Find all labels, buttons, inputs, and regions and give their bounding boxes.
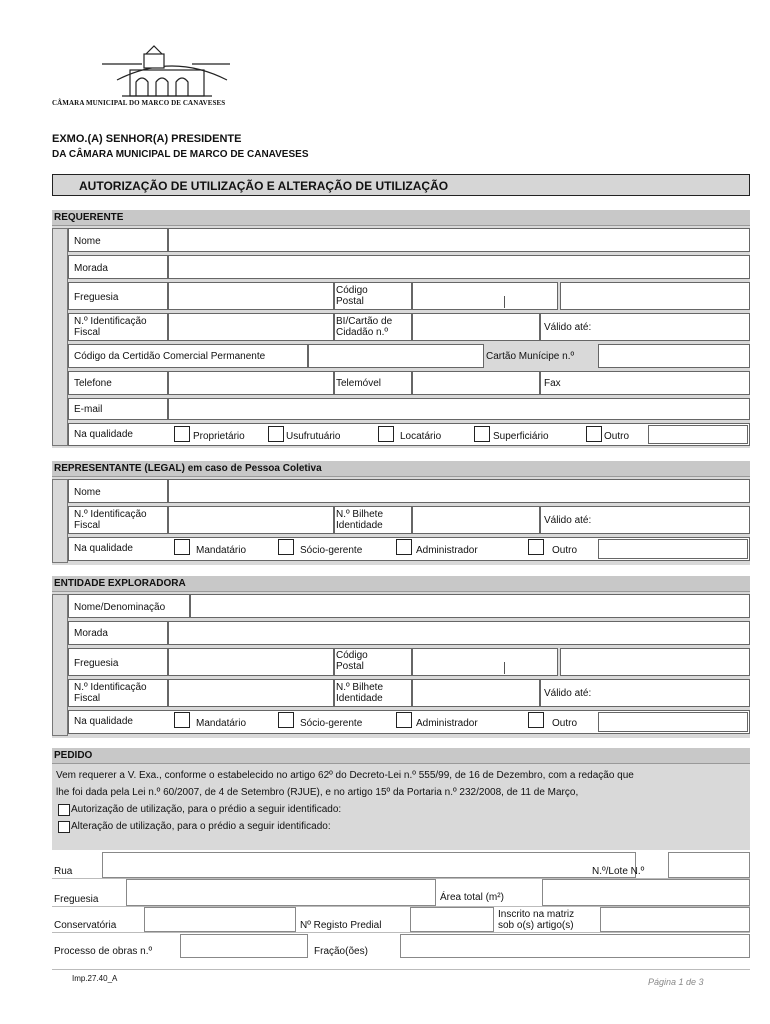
codigo-postal-input-1[interactable]	[412, 282, 558, 310]
requerente-heading: REQUERENTE	[52, 210, 750, 226]
form-title-box	[52, 174, 750, 196]
logo-caption: CÂMARA MUNICIPAL DO MARCO DE CANAVESES	[52, 99, 226, 107]
entidade-heading: ENTIDADE EXPLORADORA	[52, 576, 750, 592]
ent-postal-label: Código Postal	[336, 650, 368, 672]
certidao-label: Código da Certidão Comercial Permanente	[74, 351, 266, 362]
alteracao-checkbox[interactable]	[58, 821, 70, 833]
lote-label: N.º/Lote N.º	[592, 866, 645, 877]
rep-admin-checkbox[interactable]	[396, 539, 412, 555]
certidao-input[interactable]	[308, 344, 484, 368]
ped-freguesia-label: Freguesia	[54, 894, 99, 905]
locatario-label: Locatário	[400, 431, 442, 442]
telemovel-label: Telemóvel	[336, 378, 382, 389]
ent-mandatario-label: Mandatário	[196, 718, 247, 729]
row-divider	[52, 932, 750, 933]
requerente-section	[52, 226, 750, 448]
ent-bi-label: N.º Bilhete Identidade	[336, 682, 384, 704]
nif-label: N.º Identificação Fiscal	[74, 316, 147, 338]
rep-mandatario-label: Mandatário	[196, 545, 247, 556]
representante-heading: REPRESENTANTE (LEGAL) em caso de Pessoa Coletiva	[52, 461, 750, 477]
fracao-input[interactable]	[400, 934, 750, 958]
rep-socio-label: Sócio-gerente	[300, 545, 363, 556]
telemovel-input[interactable]	[412, 371, 540, 395]
ent-outro-label: Outro	[552, 718, 578, 729]
conservatoria-input[interactable]	[144, 907, 296, 932]
rep-nome-label: Nome	[74, 487, 101, 498]
ent-valido-label: Válido até:	[544, 688, 592, 699]
outro-checkbox[interactable]	[586, 426, 602, 442]
nif-input[interactable]	[168, 313, 334, 341]
codigo-postal-label: Código Postal	[336, 285, 368, 307]
rep-bi-input[interactable]	[412, 506, 540, 534]
usufrutuario-checkbox[interactable]	[268, 426, 284, 442]
form-title: AUTORIZAÇÃO DE UTILIZAÇÃO E ALTERAÇÃO DE UTILIZAÇÃO	[79, 179, 449, 193]
freguesia-input[interactable]	[168, 282, 334, 310]
row-marker	[52, 479, 68, 563]
morada-input[interactable]	[168, 255, 750, 279]
addressee-line-2: DA CÂMARA MUNICIPAL DE MARCO DE CANAVESES	[52, 149, 309, 160]
pedido-heading: PEDIDO	[52, 748, 750, 764]
valido-label: Válido até:	[544, 322, 592, 333]
bi-label: BI/Cartão de Cidadão n.º	[336, 316, 393, 338]
ent-freguesia-input[interactable]	[168, 648, 334, 676]
representante-section	[52, 477, 750, 565]
rep-bi-label: N.º Bilhete Identidade	[336, 509, 384, 531]
ped-freguesia-input[interactable]	[126, 879, 436, 906]
ent-postal-input-1[interactable]	[412, 648, 558, 676]
ent-freguesia-label: Freguesia	[74, 658, 119, 669]
ent-socio-label: Sócio-gerente	[300, 718, 363, 729]
nome-input[interactable]	[168, 228, 750, 252]
ent-nome-label: Nome/Denominação	[74, 602, 166, 613]
outro-label: Outro	[604, 431, 630, 442]
ent-postal-input-2[interactable]	[560, 648, 750, 676]
ent-qualidade-label: Na qualidade	[74, 716, 133, 727]
qualidade-label: Na qualidade	[74, 429, 133, 440]
fax-label: Fax	[544, 378, 561, 389]
addressee-line-1: EXMO.(A) SENHOR(A) PRESIDENTE	[52, 133, 242, 145]
ent-outro-checkbox[interactable]	[528, 712, 544, 728]
codigo-postal-input-2[interactable]	[560, 282, 750, 310]
rua-label: Rua	[54, 866, 73, 877]
pedido-property-area	[52, 850, 750, 970]
conservatoria-label: Conservatória	[54, 920, 117, 931]
ent-outro-input[interactable]	[598, 712, 748, 732]
rep-outro-input[interactable]	[598, 539, 748, 559]
email-label: E-mail	[74, 404, 103, 415]
rep-outro-checkbox[interactable]	[528, 539, 544, 555]
ent-nome-input[interactable]	[190, 594, 750, 618]
processo-label: Processo de obras n.º	[54, 946, 153, 957]
rep-nif-input[interactable]	[168, 506, 334, 534]
area-label: Área total (m²)	[440, 892, 504, 903]
morada-label: Morada	[74, 263, 108, 274]
municipe-label: Cartão Munícipe n.º	[486, 351, 575, 362]
matriz-label: Inscrito na matriz sob o(s) artigo(s)	[498, 909, 575, 931]
telefone-input[interactable]	[168, 371, 334, 395]
alteracao-label: Alteração de utilização, para o prédio a seguir identificado:	[71, 821, 331, 832]
registo-input[interactable]	[410, 907, 494, 932]
registo-label: Nº Registo Predial	[300, 920, 382, 931]
pedido-text	[56, 767, 750, 835]
row-divider	[52, 969, 750, 970]
row-marker	[52, 594, 68, 736]
ent-mandatario-checkbox[interactable]	[174, 712, 190, 728]
ent-morada-label: Morada	[74, 628, 108, 639]
email-input[interactable]	[168, 398, 750, 420]
ent-nif-label: N.º Identificação Fiscal	[74, 682, 147, 704]
ent-socio-checkbox[interactable]	[278, 712, 294, 728]
matriz-input[interactable]	[600, 907, 750, 932]
ent-admin-checkbox[interactable]	[396, 712, 412, 728]
page-number: Página 1 de 3	[648, 977, 704, 987]
postal-divider	[504, 662, 505, 674]
rep-socio-checkbox[interactable]	[278, 539, 294, 555]
rep-valido-label: Válido até:	[544, 515, 592, 526]
form-code: Imp.27.40_A	[72, 974, 118, 983]
fax-input[interactable]	[540, 371, 750, 395]
nome-label: Nome	[74, 236, 101, 247]
rep-nif-label: N.º Identificação Fiscal	[74, 509, 147, 531]
superficiario-checkbox[interactable]	[474, 426, 490, 442]
ent-nif-input[interactable]	[168, 679, 334, 707]
ent-bi-input[interactable]	[412, 679, 540, 707]
area-input[interactable]	[542, 879, 750, 906]
ent-morada-input[interactable]	[168, 621, 750, 645]
bi-input[interactable]	[412, 313, 540, 341]
outro-input[interactable]	[648, 425, 748, 444]
rep-nome-input[interactable]	[168, 479, 750, 503]
pedido-text-line-2: lhe foi dada pela Lei n.º 60/2007, de 4 de Setembro (RJUE), e no artigo 15º da Portaria n.º 232/2008, de 11 de Março,	[56, 787, 579, 798]
proprietario-label: Proprietário	[193, 431, 245, 442]
proprietario-checkbox[interactable]	[174, 426, 190, 442]
rep-admin-label: Administrador	[416, 545, 478, 556]
autorizacao-checkbox[interactable]	[58, 804, 70, 816]
telefone-label: Telefone	[74, 378, 112, 389]
processo-input[interactable]	[180, 934, 308, 958]
freguesia-label: Freguesia	[74, 292, 119, 303]
rep-outro-label: Outro	[552, 545, 578, 556]
rua-input[interactable]	[102, 852, 636, 878]
pedido-text-line-1: Vem requerer a V. Exa., conforme o estabelecido no artigo 62º do Decreto-Lei n.º 555/99, de 16 de Dezembro, com a redação que	[56, 770, 634, 781]
postal-divider	[504, 296, 505, 308]
row-marker	[52, 228, 68, 446]
autorizacao-label: Autorização de utilização, para o prédio a seguir identificado:	[71, 804, 342, 815]
rep-qualidade-label: Na qualidade	[74, 543, 133, 554]
municipe-input[interactable]	[598, 344, 750, 368]
rep-mandatario-checkbox[interactable]	[174, 539, 190, 555]
entidade-section	[52, 592, 750, 738]
lote-input[interactable]	[668, 852, 750, 878]
usufrutuario-label: Usufrutuário	[286, 431, 341, 442]
fracao-label: Fração(ões)	[314, 946, 368, 957]
ent-admin-label: Administrador	[416, 718, 478, 729]
locatario-checkbox[interactable]	[378, 426, 394, 442]
superficiario-label: Superficiário	[493, 431, 549, 442]
